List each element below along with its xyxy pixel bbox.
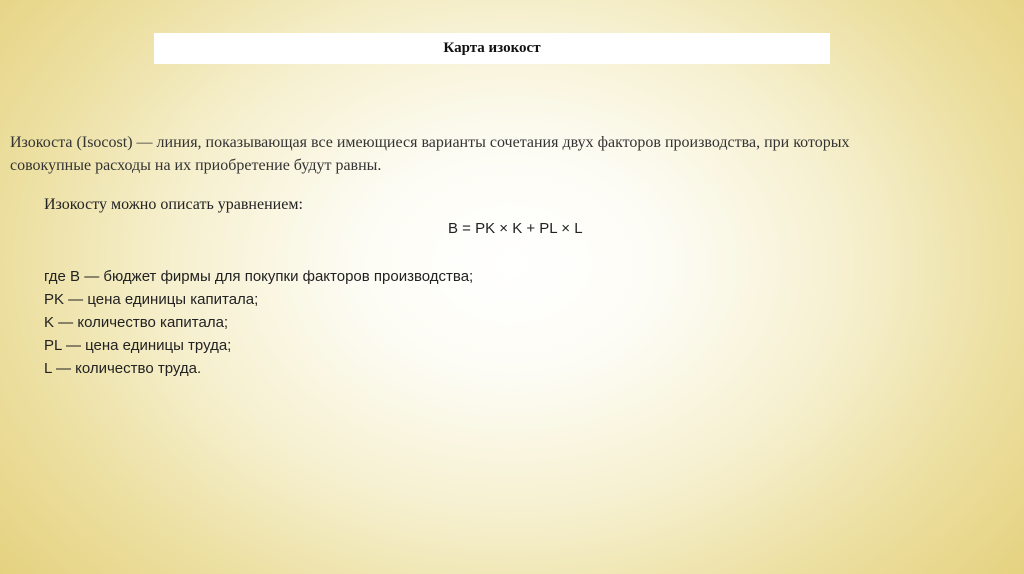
title-bar [154,33,830,64]
legend-item-budget: где В — бюджет фирмы для покупки факторов производства; [44,268,474,285]
slide-title: Карта изокост [443,40,541,56]
legend-item-capital-quantity: K — количество капитала; [44,314,229,331]
legend-item-labor-quantity: L — количество труда. [44,360,202,377]
variable-legend [44,265,473,380]
definition-line-1: Изокоста (Isocost) — линия, показывающая все имеющиеся варианты сочетания двух факторов производства, при которых [10,134,850,151]
isocost-equation: B = PK × K + PL × L [448,220,583,237]
definition-line-2: совокупные расходы на их приобретение будут равны. [10,157,382,174]
legend-item-capital-price: PK — цена единицы капитала; [44,291,259,308]
isocost-definition [10,131,1020,177]
equation-intro: Изокосту можно описать уравнением: [44,196,303,213]
legend-item-labor-price: PL — цена единицы труда; [44,337,232,354]
